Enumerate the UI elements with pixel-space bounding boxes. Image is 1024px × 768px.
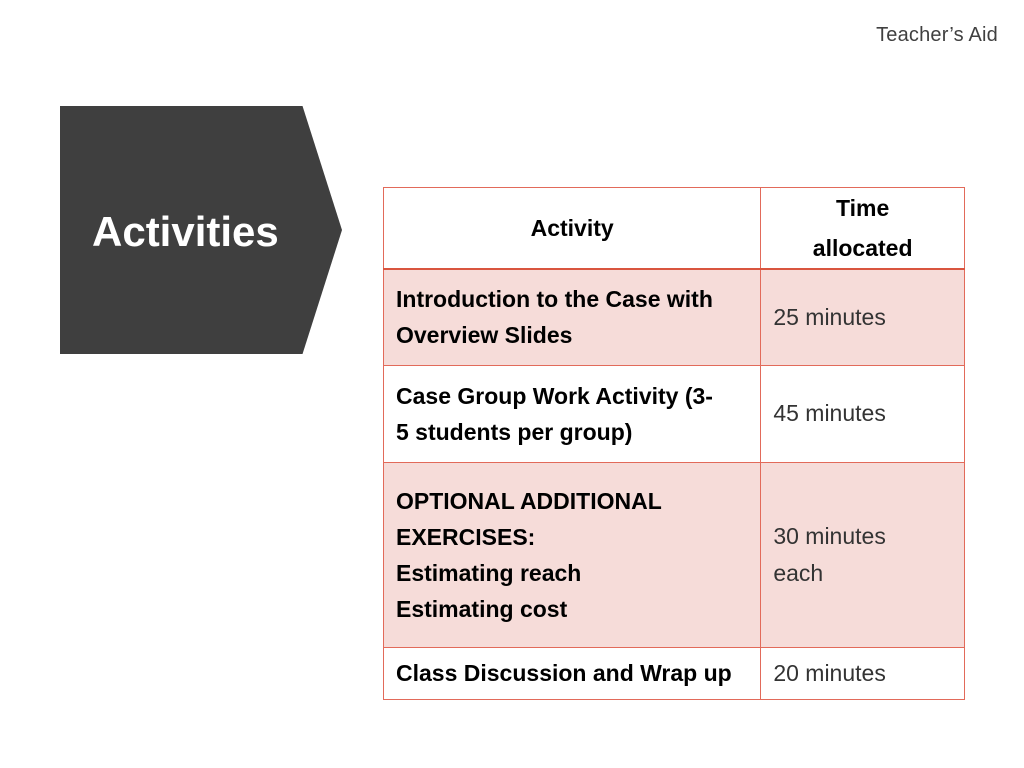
activity-line: OPTIONAL ADDITIONAL: [396, 487, 662, 514]
activity-line: Estimating reach: [396, 559, 582, 586]
table-header-row: [384, 188, 965, 270]
time-line: 45 minutes: [773, 400, 886, 426]
activity-line: EXERCISES:: [396, 523, 536, 550]
time-line: 25 minutes: [773, 303, 886, 330]
time-line: each: [773, 559, 824, 586]
time-line: 30 minutes: [773, 522, 886, 549]
table-row: [384, 365, 965, 462]
slide-title: Activities: [92, 208, 279, 255]
time-cell: [761, 269, 965, 365]
time-cell: [761, 462, 965, 647]
header-time-allocated: [761, 188, 965, 270]
activity-line: 5 students per group): [396, 418, 633, 445]
activity-line: Estimating cost: [396, 595, 568, 622]
activity-line: Class Discussion and Wrap up: [396, 660, 732, 686]
time-cell: [761, 647, 965, 699]
table-row: [384, 462, 965, 647]
activities-table: [383, 187, 965, 700]
activity-cell: [384, 365, 761, 462]
activity-cell: [384, 647, 761, 699]
activity-line: Case Group Work Activity (3-: [396, 382, 713, 409]
activity-line: Overview Slides: [396, 322, 573, 349]
table-row: [384, 647, 965, 699]
header-activity: Activity: [384, 188, 761, 270]
header-time-line: Time: [836, 195, 890, 221]
activity-line: Introduction to the Case with: [396, 286, 713, 313]
table-row: [384, 269, 965, 365]
header-time-line: allocated: [812, 235, 913, 261]
activity-cell: [384, 269, 761, 365]
time-cell: [761, 365, 965, 462]
activity-cell: [384, 462, 761, 647]
time-line: 20 minutes: [773, 659, 886, 686]
header-tag: Teacher’s Aid: [876, 24, 998, 46]
